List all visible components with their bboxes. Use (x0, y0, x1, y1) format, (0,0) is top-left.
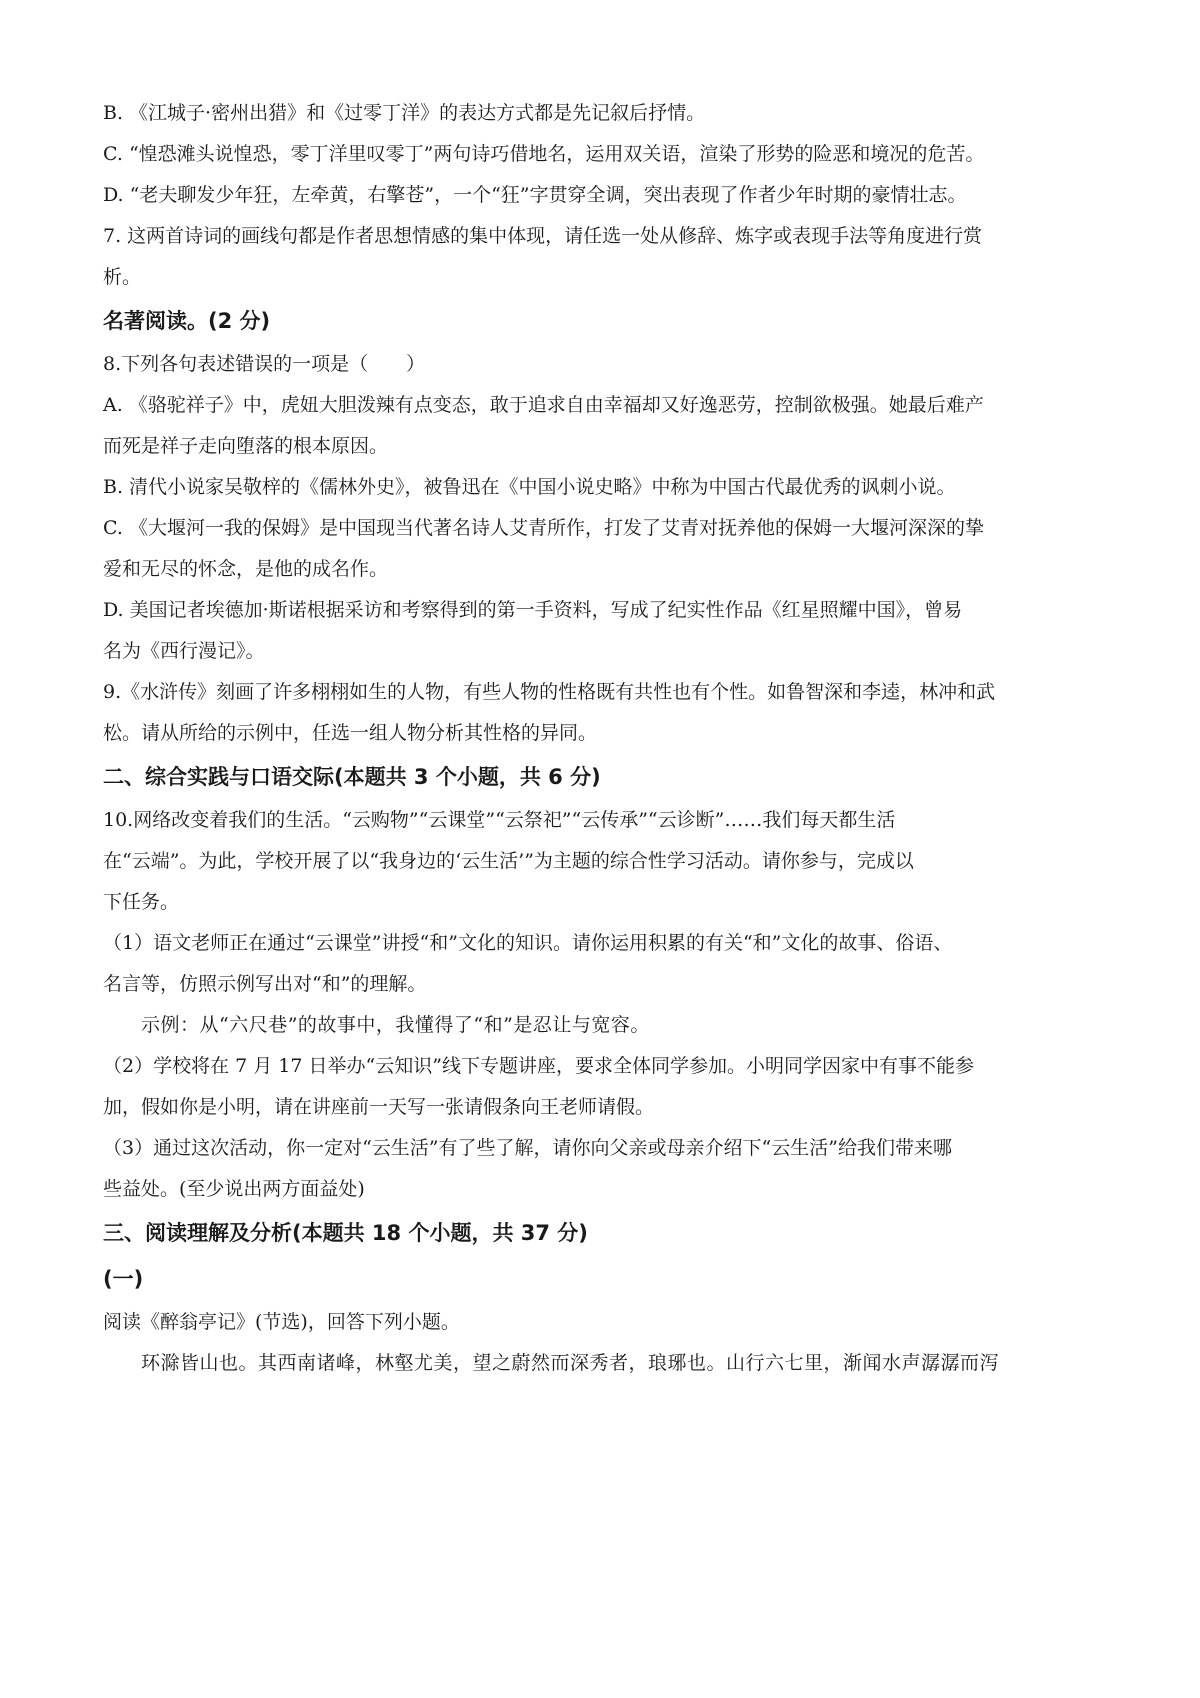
q8-option-a-line-2: 而死是祥子走向堕落的根本原因。 (103, 435, 389, 457)
q10-part1-line-2: 名言等，仿照示例写出对“和”的理解。 (103, 973, 427, 995)
q6-option-c: C. “惶恐滩头说惶恐，零丁洋里叹零丁”两句诗巧借地名，运用双关语，渲染了形势的险恶和境况的危苦。 (103, 143, 985, 165)
q10-part3-line-2: 些益处。(至少说出两方面益处) (103, 1178, 365, 1200)
section-heading-practice: 二、综合实践与口语交际(本题共 3 个小题，共 6 分) (103, 765, 601, 789)
q8-option-d-line-2: 名为《西行漫记》。 (103, 640, 265, 662)
q8-option-c-line-1: C. 《大堰河一我的保姆》是中国现当代著名诗人艾青所作，打发了艾青对抚养他的保姆一大堰河深深的挚 (103, 517, 984, 539)
q10-part3-line-1: （3）通过这次活动，你一定对“云生活”有了些了解，请你向父亲或母亲介绍下“云生活”给我们带来哪 (103, 1137, 952, 1159)
q8-option-a-line-1: A. 《骆驼祥子》中，虎妞大胆泼辣有点变态，敢于追求自由幸福却又好逸恶劳，控制欲极强。她最后难产 (103, 394, 984, 416)
q6-option-d: D. “老夫聊发少年狂，左牵黄，右擎苍”，一个“狂”字贯穿全调，突出表现了作者少年时期的豪情壮志。 (103, 184, 967, 206)
q10-text-line-2: 在“云端”。为此，学校开展了以“我身边的‘云生活’”为主题的综合性学习活动。请你参与，完成以 (103, 850, 914, 872)
section-heading-reading: 三、阅读理解及分析(本题共 18 个小题，共 37 分) (103, 1221, 588, 1245)
subsection-heading-1: (一) (103, 1267, 144, 1291)
q10-part1-line-1: （1）语文老师正在通过“云课堂”讲授“和”文化的知识。请你运用积累的有关“和”文化的故事、俗语、 (103, 932, 953, 954)
reading-passage-line-1: 环滁皆山也。其西南诸峰，林壑尤美，望之蔚然而深秀者，琅琊也。山行六七里，渐闻水声潺潺而泻 (141, 1352, 1000, 1374)
q10-text-line-3: 下任务。 (103, 891, 180, 913)
q8-option-b: B. 清代小说家吴敬梓的《儒林外史》，被鲁迅在《中国小说史略》中称为中国古代最优秀的讽刺小说。 (103, 476, 956, 498)
q6-option-b: B. 《江城子·密州出猎》和《过零丁洋》的表达方式都是先记叙后抒情。 (103, 102, 706, 124)
q8-option-d-line-1: D. 美国记者埃德加·斯诺根据采访和考察得到的第一手资料，写成了纪实性作品《红星照耀中国》，曾易 (103, 599, 963, 621)
exam-page (103, 93, 1103, 1384)
q8-stem: 8.下列各句表述错误的一项是（ ） (103, 353, 426, 375)
q9-text-line-1: 9.《水浒传》刻画了许多栩栩如生的人物，有些人物的性格既有共性也有个性。如鲁智深和李逵，林冲和武 (103, 681, 996, 703)
q10-example: 示例：从“六尺巷”的故事中，我懂得了“和”是忍让与宽容。 (141, 1014, 650, 1036)
q10-part2-line-1: （2）学校将在 7 月 17 日举办“云知识”线下专题讲座，要求全体同学参加。小明同学因家中有事不能参 (103, 1055, 974, 1077)
reading-instruction: 阅读《醉翁亭记》(节选)，回答下列小题。 (103, 1311, 460, 1333)
q8-option-c-line-2: 爱和无尽的怀念，是他的成名作。 (103, 558, 389, 580)
q10-text-line-1: 10.网络改变着我们的生活。“云购物”“云课堂”“云祭祀”“云传承”“云诊断”……我们每天都生活 (103, 809, 896, 831)
q10-part2-line-2: 加，假如你是小明，请在讲座前一天写一张请假条向王老师请假。 (103, 1096, 655, 1118)
section-heading-classics: 名著阅读。(2 分) (103, 309, 271, 333)
q7-text-line-1: 7. 这两首诗词的画线句都是作者思想情感的集中体现，请任选一处从修辞、炼字或表现手法等角度进行赏 (103, 225, 983, 247)
q9-text-line-2: 松。请从所给的示例中，任选一组人物分析其性格的异同。 (103, 722, 598, 744)
q7-text-line-2: 析。 (103, 266, 142, 288)
